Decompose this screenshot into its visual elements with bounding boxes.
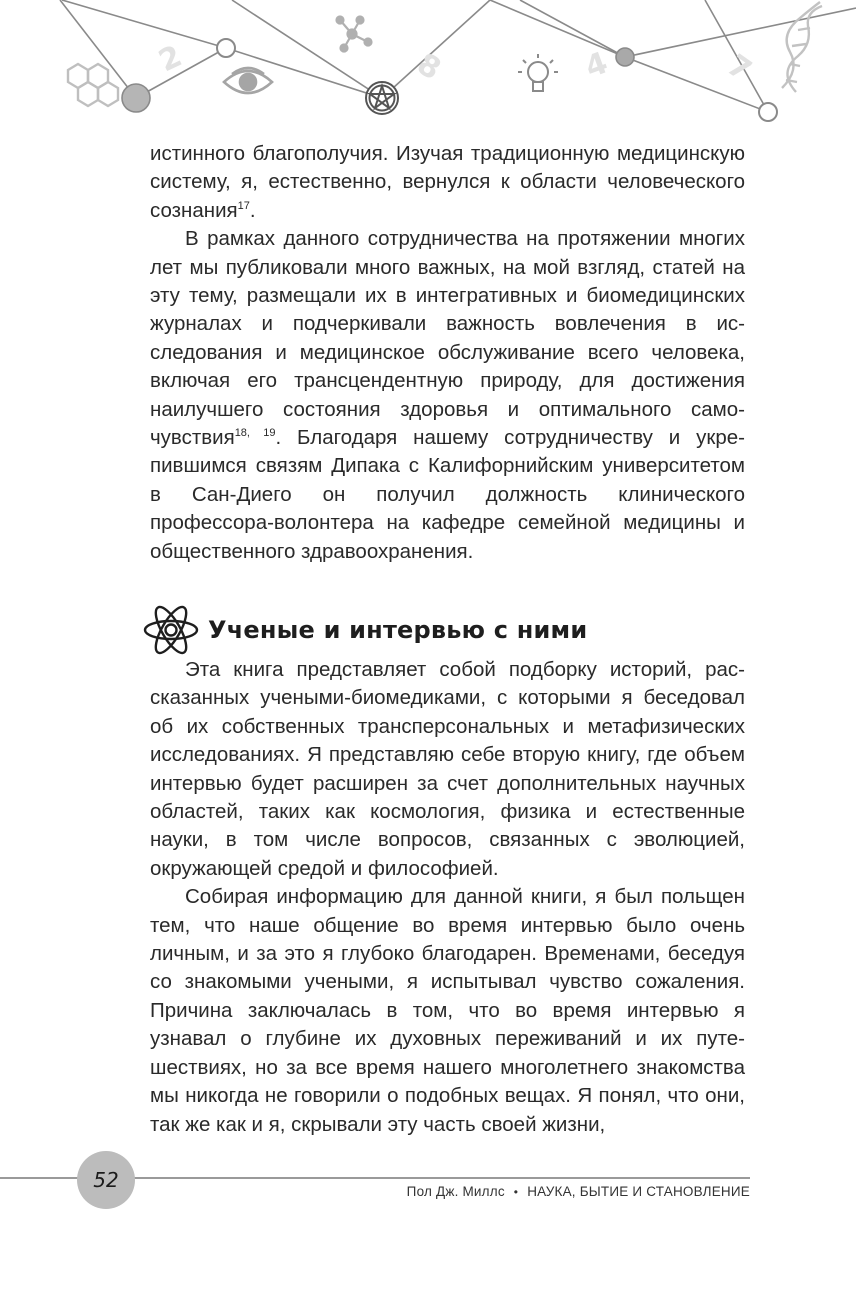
- paragraph-text: .: [249, 198, 256, 222]
- header-digit: 8: [411, 46, 447, 88]
- eye-icon: [224, 68, 272, 93]
- footer-author: Пол Дж. Миллс: [406, 1184, 505, 1199]
- lightbulb-icon: [518, 54, 558, 91]
- dna-icon: [782, 2, 822, 92]
- body-text-top: [150, 140, 745, 566]
- paragraph: Эта книга представляет собой подборку историй, рассказанных учеными-биомедиками, с которыми я беседовал об их собственных трансперсональных и метафизических исследованиях. Я представляю себе вторую книгу, где объем интервью будет расширен за счет дополнительных научных областей, таких как космология, физика и естественные науки, в том числе вопросов, связанных с эволюцией, окружающей средой и философией.: [150, 658, 745, 880]
- section-heading: [142, 604, 587, 656]
- molecule-icon: [337, 17, 372, 52]
- paragraph-text: В рамках данного сотрудничества на протяжении многих лет мы публиковали много важных, на мой взгляд, статей на эту тему, размещали их в интегративных и биомедицинских журналах и подчеркивали важность вовлечения в исследования и медицинское обслуживание всего человека, включая его трансцендентную природу, для достижения наилучшего состояния здоровья и оптимального самочувствия: [150, 227, 745, 450]
- footer-book-title: НАУКА, БЫТИЕ И СТАНОВЛЕНИЕ: [527, 1184, 750, 1199]
- pentagram-icon: [366, 82, 398, 114]
- section-title: Ученые и интервью с ними: [208, 616, 588, 644]
- running-footer: [407, 1184, 750, 1199]
- paragraph: [150, 225, 745, 566]
- paragraph-text: . Благодаря нашему сотрудничеству и укрепившимся связям Дипака с Калифорнийским университетом в Сан-Диего он получил должность клинического профессора-волонтера на кафедре семейной медицины и общественного здравоохранения.: [150, 426, 745, 563]
- header-ornament: [0, 0, 856, 130]
- header-digit: 7: [720, 47, 758, 89]
- page-number: 52: [93, 1168, 119, 1192]
- paragraph-text: истинного благополучия. Изучая традиционную медицинскую систему, я, естественно, вернулся к области человеческого сознания: [150, 142, 745, 222]
- page-number-badge: [77, 1151, 135, 1209]
- footer-separator: •: [513, 1185, 519, 1199]
- header-digit: 2: [153, 38, 188, 80]
- header-digit: 4: [580, 45, 613, 86]
- footnote-ref: 18, 19: [234, 427, 276, 440]
- footnote-ref: 17: [237, 199, 250, 212]
- atom-icon: [142, 604, 200, 656]
- paragraph: [150, 140, 745, 225]
- body-text-bottom: [150, 656, 745, 1139]
- hexagon-molecule-icon: [68, 64, 118, 106]
- paragraph: Собирая информацию для данной книги, я был польщен тем, что наше общение во время интервью было очень личным, и за это я глубоко благодарен. Временами, беседуя со знакомыми учеными, я испытывал чувство сожаления. Причина заключалась в том, что во время интервью я узнавал о глубине их духовных переживаний и их путешествиях, но за все время нашего многолетнего знакомства мы никогда не говорили о подобных вещах. Я понял, что они, так же как и я, скрывали эту часть своей жизни,: [150, 885, 745, 1136]
